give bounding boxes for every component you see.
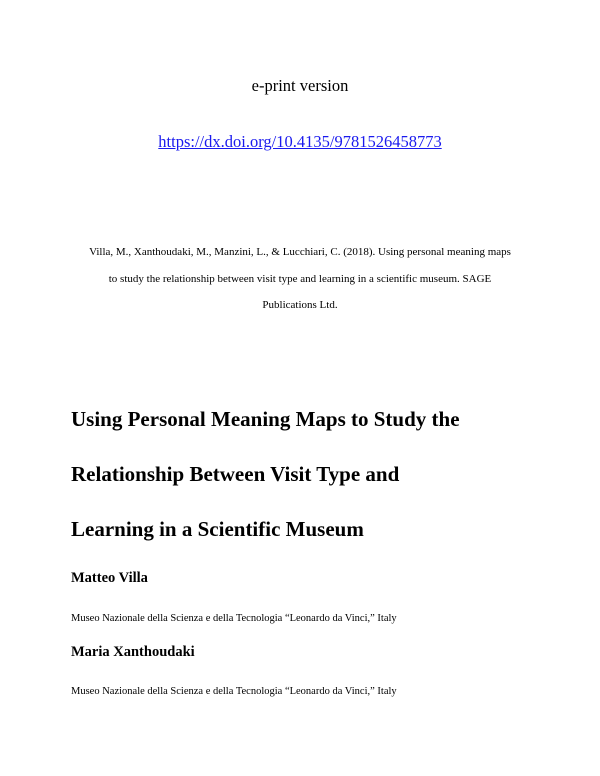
- citation-block: [70, 239, 530, 319]
- author-affiliation: Museo Nazionale della Scienza e della Tecnologia “Leonardo da Vinci,” Italy: [71, 686, 397, 697]
- title-line: Learning in a Scientific Museum: [71, 517, 364, 541]
- citation-line: to study the relationship between visit type and learning in a scientific museum. SAGE: [108, 272, 492, 285]
- eprint-version-label: e-print version: [251, 76, 349, 95]
- paper-title: [71, 392, 541, 557]
- citation-line: Villa, M., Xanthoudaki, M., Manzini, L., & Lucchiari, C. (2018). Using personal meaning maps: [89, 246, 511, 258]
- author-name: Maria Xanthoudaki: [71, 644, 195, 660]
- citation-line: Publications Ltd.: [262, 299, 338, 311]
- doi-link[interactable]: https://dx.doi.org/10.4135/9781526458773: [158, 132, 442, 151]
- doi-line: [0, 132, 600, 152]
- title-line: Relationship Between Visit Type and: [71, 462, 400, 486]
- author-affiliation: Museo Nazionale della Scienza e della Tecnologia “Leonardo da Vinci,” Italy: [71, 613, 397, 624]
- author-name: Matteo Villa: [71, 570, 148, 586]
- title-line: Using Personal Meaning Maps to Study the: [71, 407, 460, 431]
